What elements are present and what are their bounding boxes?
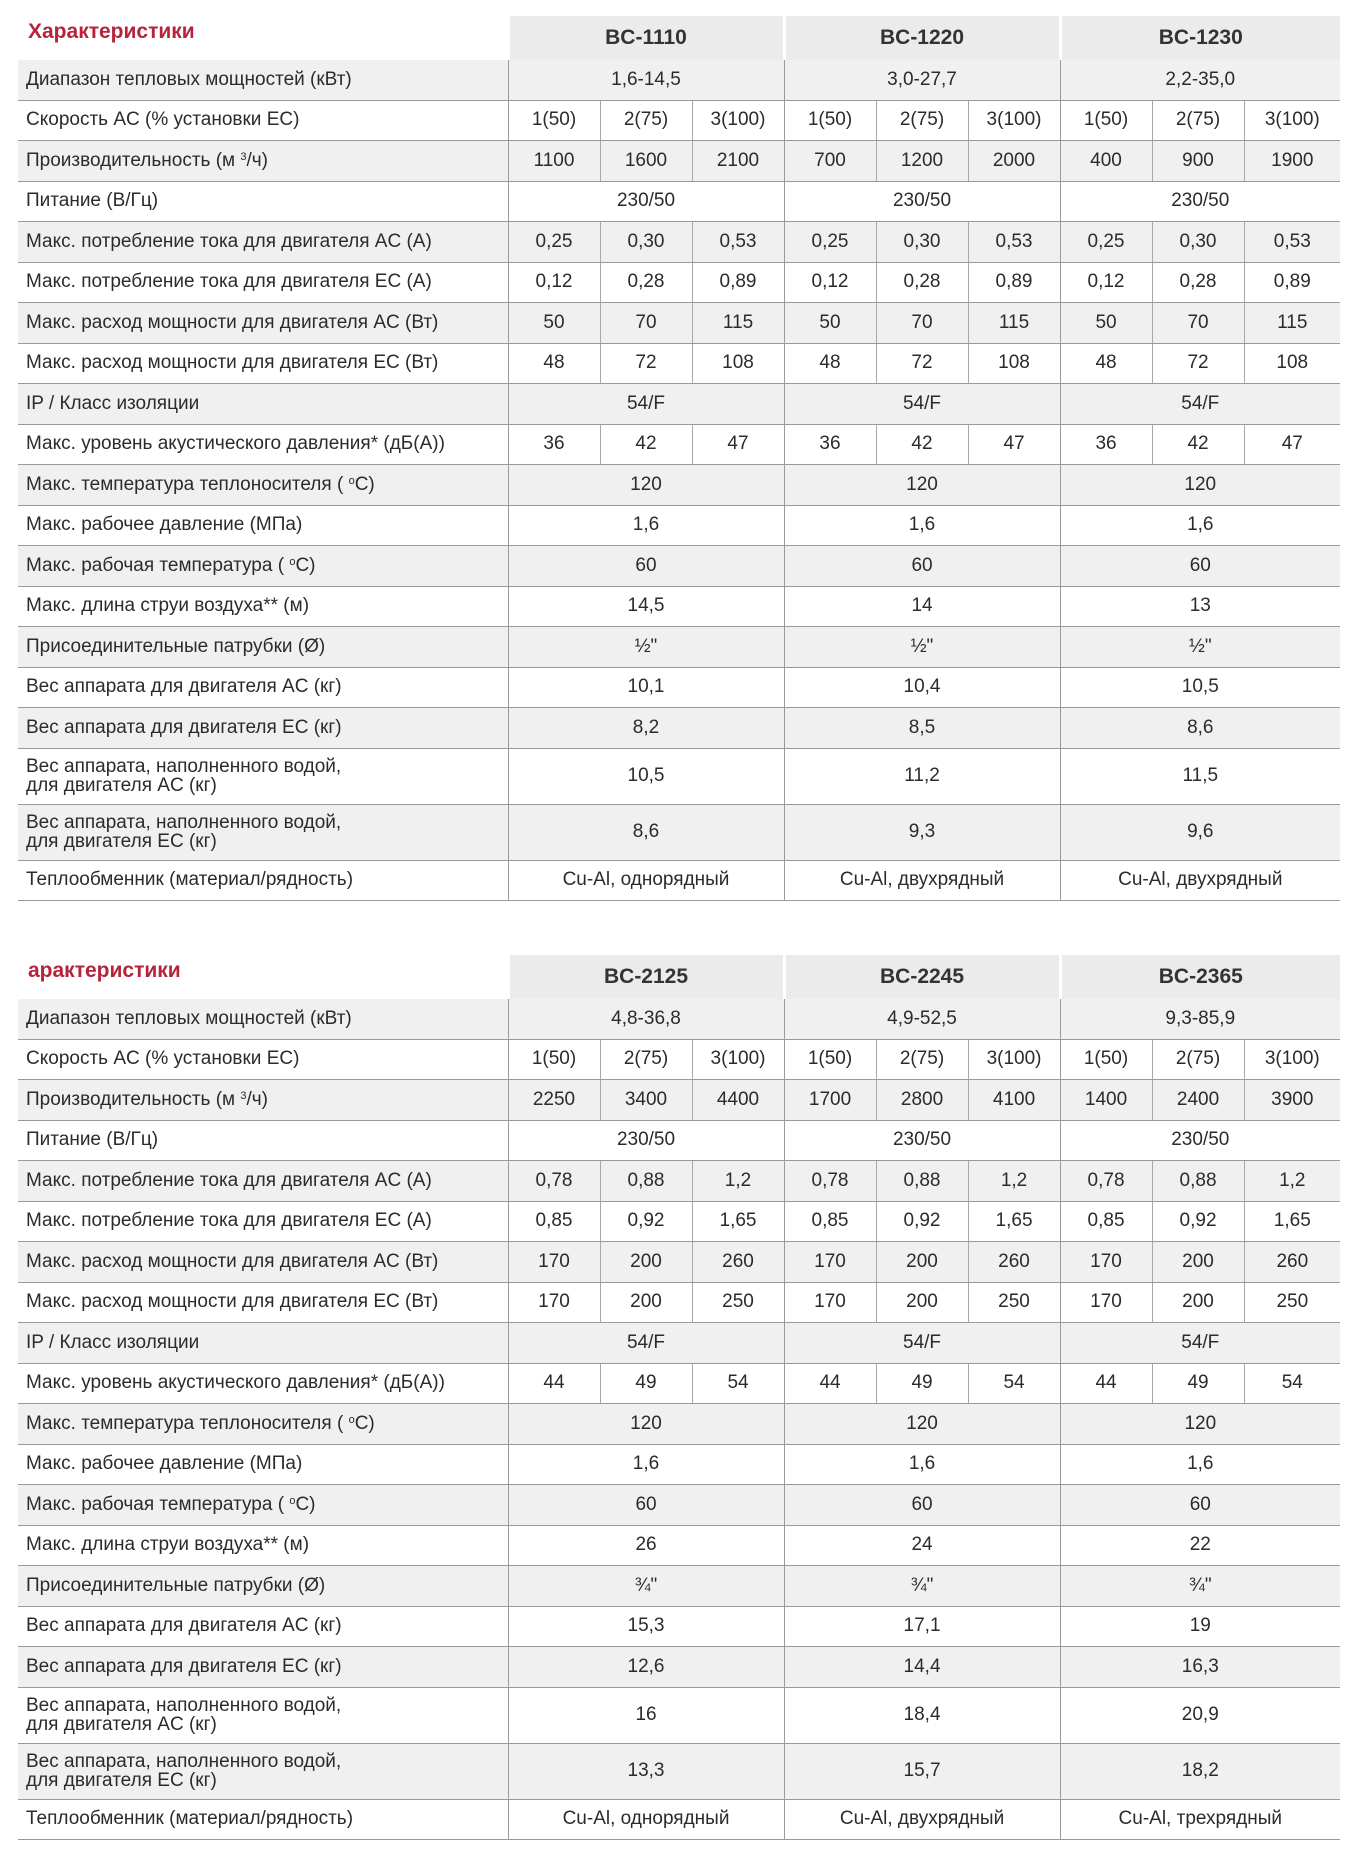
spec-value: 16,3 — [1060, 1647, 1340, 1688]
spec-table-body — [18, 955, 1340, 1840]
spec-value: 1400 — [1060, 1080, 1152, 1121]
spec-value: ½" — [508, 627, 784, 668]
spec-value: Cu-Al, двухрядный — [784, 1799, 1060, 1840]
spec-value: 12,6 — [508, 1647, 784, 1688]
spec-value: 108 — [968, 343, 1060, 384]
spec-label: IP / Класс изоляции — [18, 384, 508, 425]
spec-value: 170 — [508, 1242, 600, 1283]
spec-label: Макс. расход мощности для двигателя AC (Вт) — [18, 1242, 508, 1283]
spec-value: 15,7 — [784, 1743, 1060, 1799]
spec-value: 230/50 — [784, 1120, 1060, 1161]
spec-value: 115 — [692, 303, 784, 344]
spec-value: 54/F — [508, 384, 784, 425]
spec-value: 1,6 — [508, 1444, 784, 1485]
spec-label: Макс. расход мощности для двигателя EC (Вт) — [18, 343, 508, 384]
spec-value: 54 — [968, 1363, 1060, 1404]
spec-value: 1(50) — [508, 1039, 600, 1080]
spec-value: 115 — [1244, 303, 1340, 344]
spec-label: Вес аппарата, наполненного водой, для двигателя EC (кг) — [18, 1743, 508, 1799]
spec-row — [18, 1363, 1340, 1404]
spec-label: Вес аппарата, наполненного водой, для двигателя AC (кг) — [18, 748, 508, 804]
spec-value: 200 — [600, 1282, 692, 1323]
spec-value: 260 — [692, 1242, 784, 1283]
spec-value: 50 — [508, 303, 600, 344]
spec-label: Вес аппарата для двигателя AC (кг) — [18, 667, 508, 708]
spec-value: 170 — [784, 1282, 876, 1323]
spec-value: 4,8-36,8 — [508, 999, 784, 1039]
spec-value: 120 — [784, 465, 1060, 506]
spec-value: 10,5 — [1060, 667, 1340, 708]
spec-value: 1(50) — [784, 100, 876, 141]
spec-value: 230/50 — [508, 1120, 784, 1161]
spec-value: 0,92 — [876, 1201, 968, 1242]
spec-label: Макс. длина струи воздуха** (м) — [18, 1525, 508, 1566]
spec-value: 0,89 — [968, 262, 1060, 303]
spec-value: 19 — [1060, 1606, 1340, 1647]
spec-value: 1,6 — [784, 1444, 1060, 1485]
spec-row — [18, 1282, 1340, 1323]
spec-value: 44 — [784, 1363, 876, 1404]
spec-value: 120 — [508, 465, 784, 506]
spec-value: 42 — [876, 424, 968, 465]
spec-label: Диапазон тепловых мощностей (кВт) — [18, 60, 508, 100]
spec-label: Присоединительные патрубки (Ø) — [18, 627, 508, 668]
spec-value: 49 — [876, 1363, 968, 1404]
spec-label: Диапазон тепловых мощностей (кВт) — [18, 999, 508, 1039]
spec-value: 200 — [1152, 1282, 1244, 1323]
spec-label: Макс. уровень акустического давления* (дБ(A)) — [18, 424, 508, 465]
spec-value: 1(50) — [508, 100, 600, 141]
spec-value: 10,5 — [508, 748, 784, 804]
spec-label: Макс. потребление тока для двигателя AC (A) — [18, 222, 508, 263]
spec-value: 250 — [692, 1282, 784, 1323]
spec-value: 47 — [692, 424, 784, 465]
spec-value: 170 — [508, 1282, 600, 1323]
spec-row — [18, 1120, 1340, 1161]
spec-value: 0,53 — [1244, 222, 1340, 263]
spec-value: ¾" — [784, 1566, 1060, 1607]
spec-value: 36 — [1060, 424, 1152, 465]
spec-label: Макс. расход мощности для двигателя EC (Вт) — [18, 1282, 508, 1323]
spec-value: 0,85 — [508, 1201, 600, 1242]
spec-value: 9,6 — [1060, 804, 1340, 860]
spec-value: 3(100) — [1244, 100, 1340, 141]
spec-value: ¾" — [1060, 1566, 1340, 1607]
spec-row — [18, 505, 1340, 546]
spec-row — [18, 667, 1340, 708]
spec-value: 1,65 — [692, 1201, 784, 1242]
spec-row — [18, 303, 1340, 344]
spec-value: 1,65 — [968, 1201, 1060, 1242]
spec-value: 1,6 — [508, 505, 784, 546]
spec-table-2 — [18, 955, 1340, 1840]
spec-row — [18, 999, 1340, 1039]
spec-row — [18, 1161, 1340, 1202]
spec-row — [18, 1485, 1340, 1526]
spec-label: Вес аппарата, наполненного водой, для двигателя EC (кг) — [18, 804, 508, 860]
spec-value: 0,88 — [1152, 1161, 1244, 1202]
spec-value: ½" — [784, 627, 1060, 668]
spec-table-1 — [18, 16, 1340, 901]
spec-value: 0,85 — [1060, 1201, 1152, 1242]
spec-value: 0,92 — [600, 1201, 692, 1242]
spec-value: 14 — [784, 586, 1060, 627]
spec-value: 200 — [876, 1282, 968, 1323]
spec-label: Макс. потребление тока для двигателя AC (A) — [18, 1161, 508, 1202]
spec-value: 70 — [600, 303, 692, 344]
spec-value: 0,28 — [600, 262, 692, 303]
spec-row — [18, 586, 1340, 627]
spec-value: 200 — [600, 1242, 692, 1283]
spec-value: 36 — [784, 424, 876, 465]
spec-value: 20,9 — [1060, 1687, 1340, 1743]
spec-value: 48 — [508, 343, 600, 384]
spec-value: 3,0-27,7 — [784, 60, 1060, 100]
spec-row — [18, 860, 1340, 901]
spec-label: Макс. длина струи воздуха** (м) — [18, 586, 508, 627]
spec-value: 8,5 — [784, 708, 1060, 749]
spec-value: 3400 — [600, 1080, 692, 1121]
spec-value: 54/F — [508, 1323, 784, 1364]
spec-value: 1,2 — [1244, 1161, 1340, 1202]
spec-row — [18, 343, 1340, 384]
spec-value: 16 — [508, 1687, 784, 1743]
spec-value: 3(100) — [692, 1039, 784, 1080]
spec-value: 8,6 — [1060, 708, 1340, 749]
spec-value: 0,25 — [1060, 222, 1152, 263]
spec-row — [18, 1687, 1340, 1743]
spec-value: 0,30 — [876, 222, 968, 263]
model-header-row — [18, 955, 1340, 999]
spec-label: Производительность (м $^3$/ч) — [18, 141, 508, 182]
spec-label: Теплообменник (материал/рядность) — [18, 1799, 508, 1840]
spec-value: 0,12 — [784, 262, 876, 303]
spec-value: 900 — [1152, 141, 1244, 182]
spec-value: 2100 — [692, 141, 784, 182]
spec-row — [18, 181, 1340, 222]
spec-value: 0,78 — [1060, 1161, 1152, 1202]
spec-label: Скорость AC (% установки EC) — [18, 100, 508, 141]
spec-value: 170 — [1060, 1282, 1152, 1323]
spec-value: 230/50 — [1060, 1120, 1340, 1161]
spec-value: 0,88 — [876, 1161, 968, 1202]
spec-value: 50 — [1060, 303, 1152, 344]
spec-value: 1200 — [876, 141, 968, 182]
spec-value: 2(75) — [876, 100, 968, 141]
spec-value: 260 — [1244, 1242, 1340, 1283]
spec-value: 2(75) — [600, 1039, 692, 1080]
spec-value: 0,78 — [784, 1161, 876, 1202]
spec-label: Макс. рабочая температура ( $^o$C) — [18, 1485, 508, 1526]
spec-value: 120 — [784, 1404, 1060, 1445]
spec-value: 26 — [508, 1525, 784, 1566]
spec-value: 0,28 — [876, 262, 968, 303]
spec-value: 1900 — [1244, 141, 1340, 182]
spec-value: 54/F — [1060, 1323, 1340, 1364]
spec-value: 10,4 — [784, 667, 1060, 708]
spec-label: Макс. расход мощности для двигателя AC (Вт) — [18, 303, 508, 344]
spec-value: 54 — [692, 1363, 784, 1404]
spec-value: 42 — [1152, 424, 1244, 465]
model-name: BC-1220 — [784, 16, 1060, 60]
spec-label: Производительность (м $^3$/ч) — [18, 1080, 508, 1121]
spec-value: 2(75) — [600, 100, 692, 141]
spec-row — [18, 141, 1340, 182]
spec-value: 70 — [1152, 303, 1244, 344]
spec-label: Макс. рабочая температура ( $^o$C) — [18, 546, 508, 587]
spec-value: 0,53 — [968, 222, 1060, 263]
spec-value: 44 — [1060, 1363, 1152, 1404]
spec-value: Cu-Al, однорядный — [508, 1799, 784, 1840]
spec-row — [18, 546, 1340, 587]
spec-value: 54/F — [784, 384, 1060, 425]
spec-value: 60 — [784, 1485, 1060, 1526]
spec-row — [18, 748, 1340, 804]
spec-value: 200 — [876, 1242, 968, 1283]
spec-value: 250 — [1244, 1282, 1340, 1323]
spec-value: 0,30 — [1152, 222, 1244, 263]
spec-value: ¾" — [508, 1566, 784, 1607]
spec-row — [18, 1323, 1340, 1364]
spec-value: 4100 — [968, 1080, 1060, 1121]
spec-row — [18, 1743, 1340, 1799]
spec-value: 108 — [692, 343, 784, 384]
spec-value: 2250 — [508, 1080, 600, 1121]
spec-value: 0,92 — [1152, 1201, 1244, 1242]
spec-label: Теплообменник (материал/рядность) — [18, 860, 508, 901]
spec-value: 54/F — [1060, 384, 1340, 425]
spec-value: 1600 — [600, 141, 692, 182]
spec-row — [18, 1039, 1340, 1080]
spec-row — [18, 424, 1340, 465]
spec-value: 108 — [1244, 343, 1340, 384]
spec-value: 1(50) — [1060, 100, 1152, 141]
spec-value: 3(100) — [1244, 1039, 1340, 1080]
spec-value: 0,88 — [600, 1161, 692, 1202]
spec-row — [18, 222, 1340, 263]
spec-value: 70 — [876, 303, 968, 344]
spec-value: 60 — [784, 546, 1060, 587]
spec-value: 0,78 — [508, 1161, 600, 1202]
spec-value: 4,9-52,5 — [784, 999, 1060, 1039]
spec-value: Cu-Al, двухрядный — [1060, 860, 1340, 901]
spec-value: 36 — [508, 424, 600, 465]
spec-value: 50 — [784, 303, 876, 344]
spec-value: 1,6 — [784, 505, 1060, 546]
spec-value: 1(50) — [784, 1039, 876, 1080]
spec-row — [18, 1444, 1340, 1485]
section-title: Характеристики — [18, 16, 508, 60]
spec-row — [18, 1080, 1340, 1121]
spec-value: 3900 — [1244, 1080, 1340, 1121]
model-name: BC-1230 — [1060, 16, 1340, 60]
spec-value: 11,5 — [1060, 748, 1340, 804]
spec-row — [18, 804, 1340, 860]
spec-value: 115 — [968, 303, 1060, 344]
spec-value: 0,12 — [508, 262, 600, 303]
spec-row — [18, 465, 1340, 506]
spec-value: 13 — [1060, 586, 1340, 627]
spec-value: 120 — [508, 1404, 784, 1445]
spec-value: 48 — [1060, 343, 1152, 384]
spec-label: Макс. рабочее давление (МПа) — [18, 1444, 508, 1485]
spec-value: 2400 — [1152, 1080, 1244, 1121]
spec-value: 170 — [1060, 1242, 1152, 1283]
spec-value: 60 — [1060, 546, 1340, 587]
spec-table-body — [18, 16, 1340, 901]
spec-value: 60 — [508, 546, 784, 587]
spec-value: 0,89 — [692, 262, 784, 303]
spec-value: 18,4 — [784, 1687, 1060, 1743]
spec-label: Скорость AC (% установки EC) — [18, 1039, 508, 1080]
spec-row — [18, 1201, 1340, 1242]
spec-value: 2,2-35,0 — [1060, 60, 1340, 100]
spec-row — [18, 1242, 1340, 1283]
spec-value: 230/50 — [1060, 181, 1340, 222]
spec-value: 1,2 — [692, 1161, 784, 1202]
spec-value: 1,65 — [1244, 1201, 1340, 1242]
model-header-row — [18, 16, 1340, 60]
spec-label: Вес аппарата для двигателя EC (кг) — [18, 1647, 508, 1688]
spec-value: 0,25 — [508, 222, 600, 263]
spec-value: 44 — [508, 1363, 600, 1404]
spec-value: 2000 — [968, 141, 1060, 182]
spec-value: 0,25 — [784, 222, 876, 263]
spec-value: 47 — [968, 424, 1060, 465]
spec-value: 49 — [1152, 1363, 1244, 1404]
spec-value: 17,1 — [784, 1606, 1060, 1647]
spec-label: Макс. потребление тока для двигателя EC (A) — [18, 1201, 508, 1242]
spec-value: 60 — [1060, 1485, 1340, 1526]
spec-value: 1100 — [508, 141, 600, 182]
spec-value: Cu-Al, однорядный — [508, 860, 784, 901]
spec-label: Макс. рабочее давление (МПа) — [18, 505, 508, 546]
spec-value: 0,89 — [1244, 262, 1340, 303]
spec-row — [18, 60, 1340, 100]
spec-value: 1700 — [784, 1080, 876, 1121]
spec-value: 14,4 — [784, 1647, 1060, 1688]
spec-value: 60 — [508, 1485, 784, 1526]
spec-row — [18, 627, 1340, 668]
spec-row — [18, 1799, 1340, 1840]
spec-value: 72 — [600, 343, 692, 384]
spec-value: 49 — [600, 1363, 692, 1404]
spec-value: 8,6 — [508, 804, 784, 860]
spec-value: 0,53 — [692, 222, 784, 263]
spec-value: 9,3 — [784, 804, 1060, 860]
spec-value: 700 — [784, 141, 876, 182]
spec-value: 9,3-85,9 — [1060, 999, 1340, 1039]
spec-value: 1,6 — [1060, 1444, 1340, 1485]
model-name: BC-2245 — [784, 955, 1060, 999]
model-name: BC-1110 — [508, 16, 784, 60]
spec-value: 1,6 — [1060, 505, 1340, 546]
spec-label: Питание (В/Гц) — [18, 1120, 508, 1161]
spec-value: 1(50) — [1060, 1039, 1152, 1080]
spec-value: Cu-Al, двухрядный — [784, 860, 1060, 901]
spec-value: 400 — [1060, 141, 1152, 182]
spec-value: 1,2 — [968, 1161, 1060, 1202]
spec-label: Макс. температура теплоносителя ( $^o$C) — [18, 465, 508, 506]
spec-label: Макс. температура теплоносителя ( $^o$C) — [18, 1404, 508, 1445]
spec-value: 24 — [784, 1525, 1060, 1566]
spec-row — [18, 262, 1340, 303]
spec-value: 200 — [1152, 1242, 1244, 1283]
spec-value: 42 — [600, 424, 692, 465]
spec-row — [18, 1525, 1340, 1566]
spec-value: 54 — [1244, 1363, 1340, 1404]
spec-label: Макс. потребление тока для двигателя EC (A) — [18, 262, 508, 303]
spec-value: 11,2 — [784, 748, 1060, 804]
spec-row — [18, 1606, 1340, 1647]
spec-value: 250 — [968, 1282, 1060, 1323]
spec-value: 4400 — [692, 1080, 784, 1121]
spec-label: Вес аппарата для двигателя AC (кг) — [18, 1606, 508, 1647]
spec-value: 0,30 — [600, 222, 692, 263]
spec-value: 260 — [968, 1242, 1060, 1283]
spec-value: 170 — [784, 1242, 876, 1283]
spec-value: 2800 — [876, 1080, 968, 1121]
spec-value: 0,28 — [1152, 262, 1244, 303]
spec-value: 14,5 — [508, 586, 784, 627]
spec-row — [18, 100, 1340, 141]
model-name: BC-2125 — [508, 955, 784, 999]
spec-value: 13,3 — [508, 1743, 784, 1799]
spec-value: 72 — [876, 343, 968, 384]
spec-value: 2(75) — [1152, 100, 1244, 141]
model-name: BC-2365 — [1060, 955, 1340, 999]
spec-value: 54/F — [784, 1323, 1060, 1364]
spec-value: 230/50 — [784, 181, 1060, 222]
spec-value: 72 — [1152, 343, 1244, 384]
spec-value: 22 — [1060, 1525, 1340, 1566]
spec-label: Питание (В/Гц) — [18, 181, 508, 222]
spec-label: IP / Класс изоляции — [18, 1323, 508, 1364]
spec-value: Cu-Al, трехрядный — [1060, 1799, 1340, 1840]
spec-row — [18, 1647, 1340, 1688]
spec-value: 3(100) — [692, 100, 784, 141]
spec-value: 2(75) — [876, 1039, 968, 1080]
spec-label: Вес аппарата для двигателя EC (кг) — [18, 708, 508, 749]
spec-row — [18, 1404, 1340, 1445]
spec-value: 0,12 — [1060, 262, 1152, 303]
spec-value: 1,6-14,5 — [508, 60, 784, 100]
spec-value: 18,2 — [1060, 1743, 1340, 1799]
spec-value: 47 — [1244, 424, 1340, 465]
spec-value: ½" — [1060, 627, 1340, 668]
spec-row — [18, 708, 1340, 749]
spec-value: 15,3 — [508, 1606, 784, 1647]
spec-value: 120 — [1060, 465, 1340, 506]
spec-value: 3(100) — [968, 100, 1060, 141]
spec-value: 2(75) — [1152, 1039, 1244, 1080]
spec-label: Вес аппарата, наполненного водой, для двигателя AC (кг) — [18, 1687, 508, 1743]
spec-row — [18, 1566, 1340, 1607]
spec-value: 48 — [784, 343, 876, 384]
spec-value: 10,1 — [508, 667, 784, 708]
spec-label: Макс. уровень акустического давления* (дБ(A)) — [18, 1363, 508, 1404]
spec-row — [18, 384, 1340, 425]
spec-label: Присоединительные патрубки (Ø) — [18, 1566, 508, 1607]
spec-value: 230/50 — [508, 181, 784, 222]
spec-value: 8,2 — [508, 708, 784, 749]
spec-value: 0,85 — [784, 1201, 876, 1242]
spec-value: 120 — [1060, 1404, 1340, 1445]
spec-value: 3(100) — [968, 1039, 1060, 1080]
section-title: арактеристики — [18, 955, 508, 999]
